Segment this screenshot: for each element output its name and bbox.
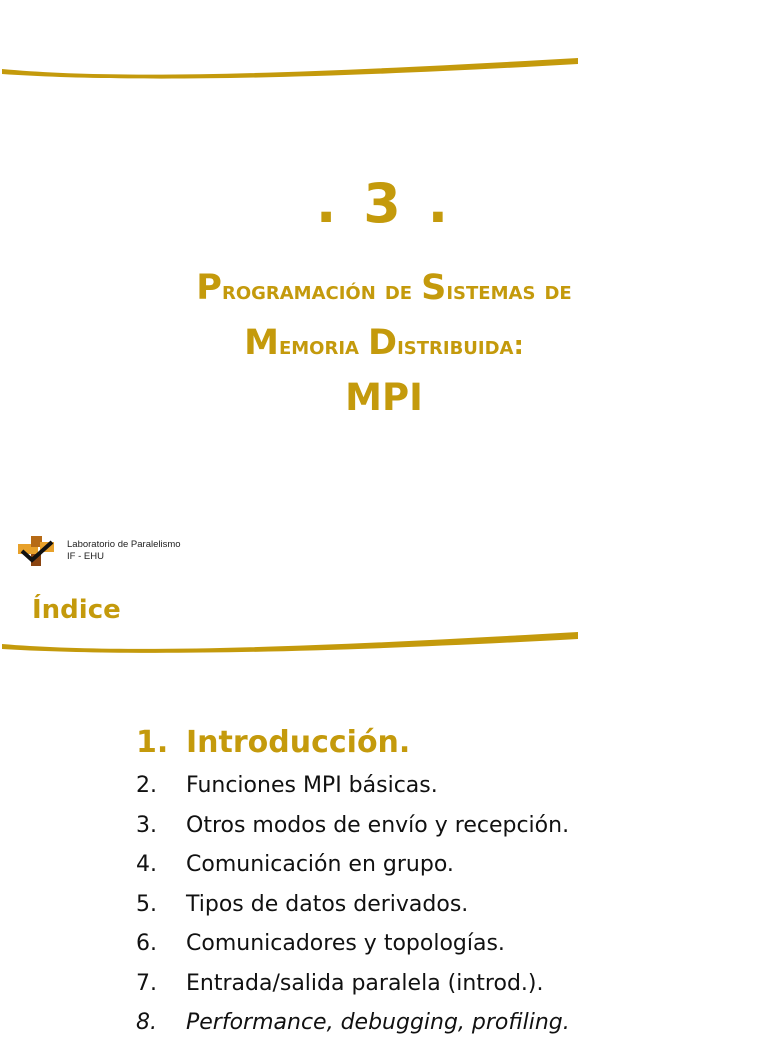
toc-item-number: 5. xyxy=(136,891,157,917)
toc-item-text: Performance, debugging, profiling. xyxy=(186,1010,570,1035)
title-line-1: Programación de Sistemas de xyxy=(196,268,572,308)
toc-item-text: Entrada/salida paralela (introd.). xyxy=(186,970,544,996)
lab-name: Laboratorio de Paralelismo IF - EHU xyxy=(67,539,181,562)
slide-number: . 3 . xyxy=(315,172,453,235)
toc-item xyxy=(136,845,756,885)
toc-item-number: 4. xyxy=(136,852,157,877)
toc-item-number: 6. xyxy=(136,931,157,956)
index-rule xyxy=(0,626,590,658)
toc-item xyxy=(136,1003,756,1043)
toc-item-number: 3. xyxy=(136,812,157,838)
toc-item-text: Otros modos de envío y recepción. xyxy=(186,812,570,838)
title-line-2: Memoria Distribuida: xyxy=(244,323,524,363)
toc-item-text: Funciones MPI básicas. xyxy=(186,773,438,798)
toc-item-number: 1. xyxy=(136,725,169,760)
toc-item xyxy=(136,806,756,846)
toc-item-number: 7. xyxy=(136,970,157,996)
toc-item-text: Introducción. xyxy=(186,725,411,760)
toc-item xyxy=(136,766,756,806)
toc-item xyxy=(136,964,756,1004)
table-of-contents xyxy=(136,720,756,1043)
toc-item-text: Comunicadores y topologías. xyxy=(186,931,505,956)
top-rule xyxy=(0,52,590,82)
toc-item xyxy=(136,720,756,766)
slide-title xyxy=(0,262,768,424)
toc-item xyxy=(136,885,756,925)
toc-item-number: 2. xyxy=(136,773,157,798)
toc-item xyxy=(136,924,756,964)
title-line-mpi: MPI xyxy=(345,376,423,419)
toc-item-text: Tipos de datos derivados. xyxy=(186,891,469,917)
toc-item-number: 8. xyxy=(136,1010,157,1035)
section-heading: Índice xyxy=(32,595,121,625)
toc-item-text: Comunicación en grupo. xyxy=(186,852,454,877)
lab-logo-icon xyxy=(18,536,56,568)
